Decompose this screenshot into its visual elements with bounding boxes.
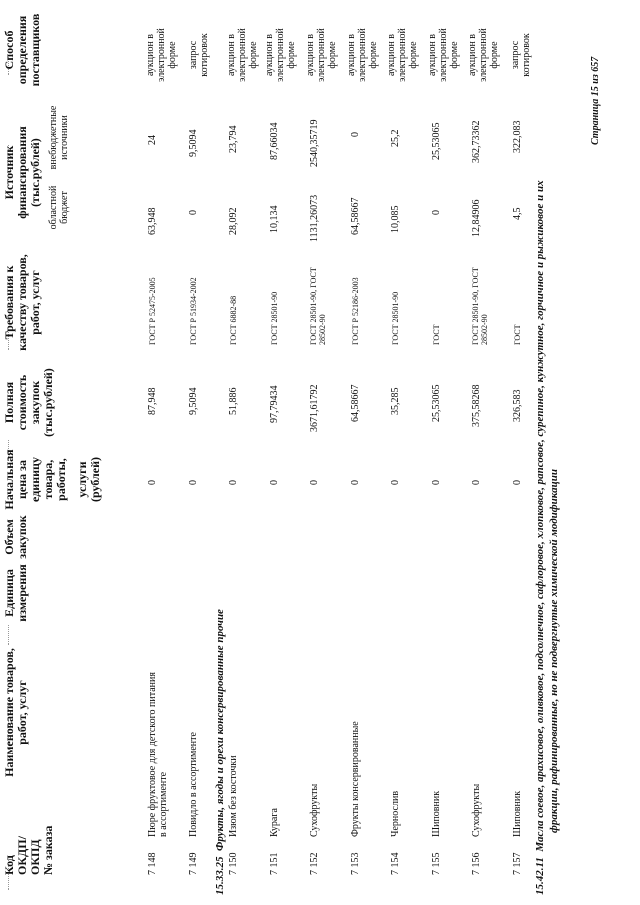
row-offbudget: 0 [350,132,361,137]
row-offbudget: 2540,35719 [309,119,320,167]
row-cost: 97,79434 [269,385,280,423]
row-cost: 64,58667 [350,384,361,422]
row-name: Повидло в ассортименте [188,732,199,837]
row-regional: 0 [431,210,442,215]
header-name: Наименование товаров, работ, услуг [2,648,29,777]
header-init-price: Начальная цена за единицу товара, работы, услуги (рублей) [2,449,102,510]
row-standard: ГОСТ Р 52186-2003 [351,277,360,345]
header-volume: Объем закупок [2,515,29,559]
row-method: запрос котировок [510,33,532,77]
row-name: Шиповник [512,790,523,837]
row-cost: 87,948 [147,387,158,415]
row-price: 0 [269,480,280,485]
row-method: аукцион в электронной форме [305,28,338,82]
row-name: Пюре фруктовое для детского питания в ассортименте [147,672,169,837]
row-name: Чернослив [390,790,401,837]
row-regional: 4,5 [512,207,523,220]
row-code: 7 151 [269,852,280,875]
row-name: Фрукты консервированные [350,721,361,837]
row-name: Сухофрукты [309,783,320,837]
row-standard: ГОСТ [513,324,522,345]
row-code: 7 156 [471,852,482,875]
row-offbudget: 23,794 [228,125,239,153]
row-price: 0 [390,480,401,485]
row-standard: ГОСТ [432,324,441,345]
row-name: Шиповник [431,790,442,837]
row-standard: ГОСТ 28501-90 [391,291,400,345]
row-regional: 12,84906 [471,199,482,237]
row-regional: 64,58667 [350,197,361,235]
header-method: Способ определения поставщиков [2,13,42,87]
header-financing: Источник финансирования (тыс.рублей) [2,126,42,219]
row-code: 7 152 [309,852,320,875]
row-method: запрос котировок [188,33,210,77]
row-cost: 3671,61792 [309,384,320,432]
section-heading: 15.33.25 Фрукты, ягоды и орехи консервированные прочие [214,609,226,895]
row-price: 0 [147,480,158,485]
header-financing-regional: областной бюджет [48,185,70,230]
row-standard: ГОСТ 6882-88 [229,295,238,345]
row-code: 7 155 [431,852,442,875]
row-regional: 10,134 [269,205,280,233]
section-heading-continuation: фракции, рафинированные, но не подвергнутые химической модификации [548,469,560,833]
row-price: 0 [228,480,239,485]
row-method: аукцион в электронной форме [145,28,178,82]
row-code: 7 149 [188,852,199,875]
row-price: 0 [471,480,482,485]
row-method: аукцион в электронной форме [386,28,419,82]
row-offbudget: 9,5094 [188,129,199,157]
row-cost: 51,886 [228,387,239,415]
section-heading: 15.42.11 Масла соевое, арахисовое, оливковое, подсолнечное, сафлоровое, хлопковое, рапсовое, суреппное, кунжутное, горчичное и рыжиковое и их [534,180,546,895]
row-standard: ГОСТ Р 51934-2002 [189,277,198,345]
row-price: 0 [350,480,361,485]
header-code: Код ОКДП/ ОКПД № заказа [2,825,55,875]
row-regional: 28,092 [228,207,239,235]
row-offbudget: 24 [147,135,158,145]
header-full-cost: Полная стоимость закупок (тыс.рублей) [2,368,55,437]
row-price: 0 [431,480,442,485]
page-number: Страница 15 из 657 [590,56,601,145]
row-name: Сухофрукты [471,783,482,837]
row-regional: 10,085 [390,205,401,233]
row-code: 7 157 [512,852,523,875]
row-code: 7 148 [147,852,158,875]
row-standard: ГОСТ 28501-90 [270,291,279,345]
row-code: 7 154 [390,852,401,875]
row-code: 7 153 [350,852,361,875]
row-standard: ГОСТ 28501-90, ГОСТ 28502-90 [471,267,489,345]
header-unit: Единица измерения [2,564,29,622]
row-price: 0 [512,480,523,485]
row-name: Курага [269,808,280,837]
row-price: 0 [309,480,320,485]
row-offbudget: 322,083 [512,120,523,153]
row-method: аукцион в электронной форме [346,28,379,82]
row-method: аукцион в электронной форме [467,28,500,82]
row-name: Изюм без косточки [228,755,239,837]
row-offbudget: 25,2 [390,129,401,147]
row-offbudget: 362,73362 [471,120,482,163]
row-standard: ГОСТ 28501-90, ГОСТ 28502-90 [309,267,327,345]
header-financing-offbudget: внебюджетные источники [48,105,70,170]
row-price: 0 [188,480,199,485]
row-regional: 63,948 [147,207,158,235]
row-cost: 326,583 [512,389,523,422]
header-requirements: Требования к качеству товаров, работ, услуг [2,254,42,351]
row-cost: 35,285 [390,387,401,415]
row-regional: 1131,26073 [309,194,320,242]
row-cost: 375,58268 [471,384,482,427]
row-offbudget: 25,53065 [431,122,442,160]
row-standard: ГОСТ Р 52475-2005 [148,277,157,345]
row-cost: 25,53065 [431,384,442,422]
row-code: 7 150 [228,852,239,875]
row-method: аукцион в электронной форме [226,28,259,82]
row-cost: 9,5094 [188,387,199,415]
row-method: аукцион в электронной форме [264,28,297,82]
row-regional: 0 [188,210,199,215]
row-offbudget: 87,66034 [269,122,280,160]
row-method: аукцион в электронной форме [427,28,460,82]
